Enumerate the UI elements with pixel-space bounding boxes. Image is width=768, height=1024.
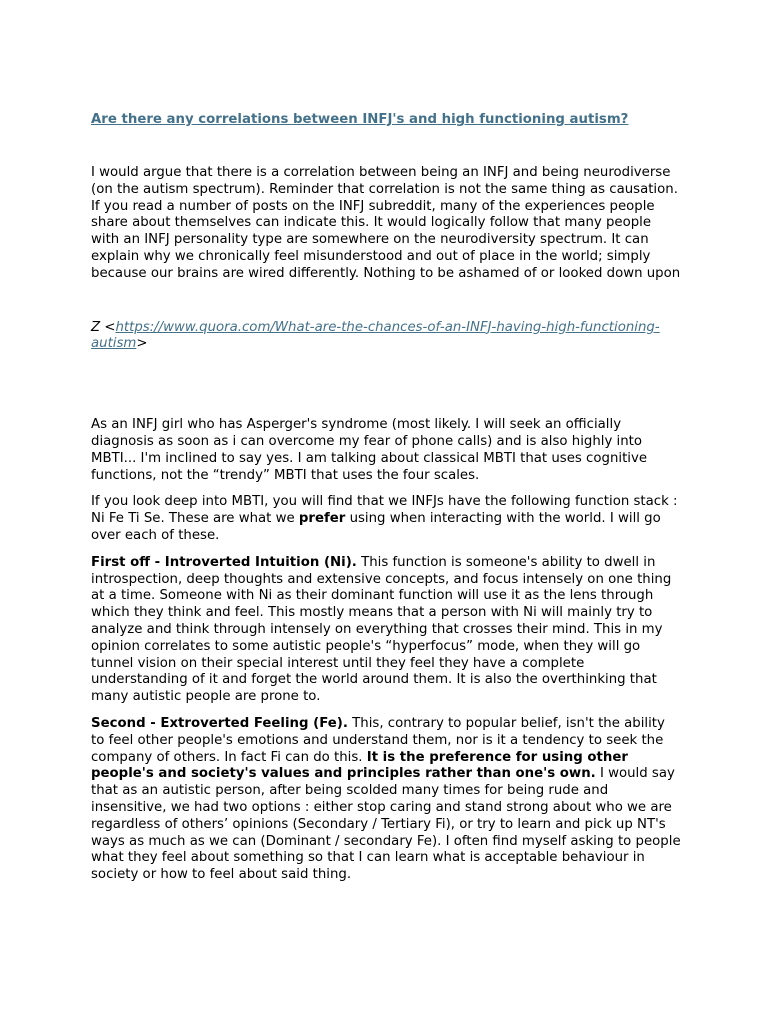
source-suffix: > xyxy=(136,336,148,352)
paragraph-function-stack xyxy=(91,494,681,544)
function-stack-text-1: If you look deep into MBTI, you will find that we INFJs have the following function stack : Ni Fe Ti Se. These are what we xyxy=(91,494,678,527)
ni-heading: First off - Introverted Intuition (Ni). xyxy=(91,554,357,570)
intro-paragraph: I would argue that there is a correlation between being an INFJ and being neurodiverse (on the autism spectrum). Reminder that correlation is not the same thing as causation. If you read a number of posts on the INFJ subreddit, many of the experiences people share about themselves can indicate this. It would logically follow that many people with an INFJ personality type are somewhere on the neurodiversity spectrum. It can explain why we chronically feel misunderstood and out of place in the world; simply because our brains are wired differently. Nothing to be ashamed of or looked down upon xyxy=(91,165,681,281)
source-prefix: Z < xyxy=(91,319,116,335)
function-stack-text-2: using when interacting with the world. I will go over each of these. xyxy=(91,511,661,543)
fe-text-2: I would say that as an autistic person, after being scolded many times for being rude and insensitive, we had two options : either stop caring and stand strong about who we are regardless of others’ opinions (Secondary / Tertiary Fi), or try to learn and pick up NT's ways as much as we can (Dominant / secondary Fe). I often find myself asking to people what they feel about something so that I can learn what is acceptable behaviour in society or how to feel about said thing. xyxy=(91,766,681,883)
title-link[interactable]: Are there any correlations between INFJ's and high functioning autism? xyxy=(91,112,629,127)
document-page xyxy=(91,111,681,884)
fe-heading: Second - Extroverted Feeling (Fe). xyxy=(91,715,348,731)
fe-bold-statement: It is the preference for using other people's and society's values and principles rather than one's own. xyxy=(91,749,628,782)
paragraph-ni xyxy=(91,555,681,706)
source-link[interactable]: https://www.quora.com/What-are-the-chances-of-an-INFJ-having-high-functioning-autism xyxy=(91,319,660,352)
paragraph-fe xyxy=(91,716,681,884)
prefer-bold: prefer xyxy=(298,511,346,527)
paragraph-asperger: As an INFJ girl who has Asperger's syndrome (most likely. I will seek an officially diagnosis as soon as i can overcome my fear of phone calls) and is also highly into MBTI... I'm inclined to say yes. I am talking about classical MBTI that uses cognitive functions, not the “trendy” MBTI that uses the four scales. xyxy=(91,417,648,483)
document-title xyxy=(91,111,681,128)
source-citation xyxy=(91,320,681,354)
fe-text-1: This, contrary to popular belief, isn't the ability to feel other people's emotions and understand them, nor is it a tendency to seek the company of others. In fact Fi can do this. xyxy=(91,715,665,765)
ni-text: This function is someone's ability to dwell in introspection, deep thoughts and extensive concepts, and focus intensely on one thing at a time. Someone with Ni as their dominant function will use it as the lens through which they think and feel. This mostly means that a person with Ni will mainly try to analyze and think through intensely on everything that crosses their mind. This in my opinion correlates to some autistic people's “hyperfocus” mode, when they will go tunnel vision on their special interest until they feel they have a complete understanding of it and forget the world around them. It is also the overthinking that many autistic people are prone to. xyxy=(91,554,672,705)
